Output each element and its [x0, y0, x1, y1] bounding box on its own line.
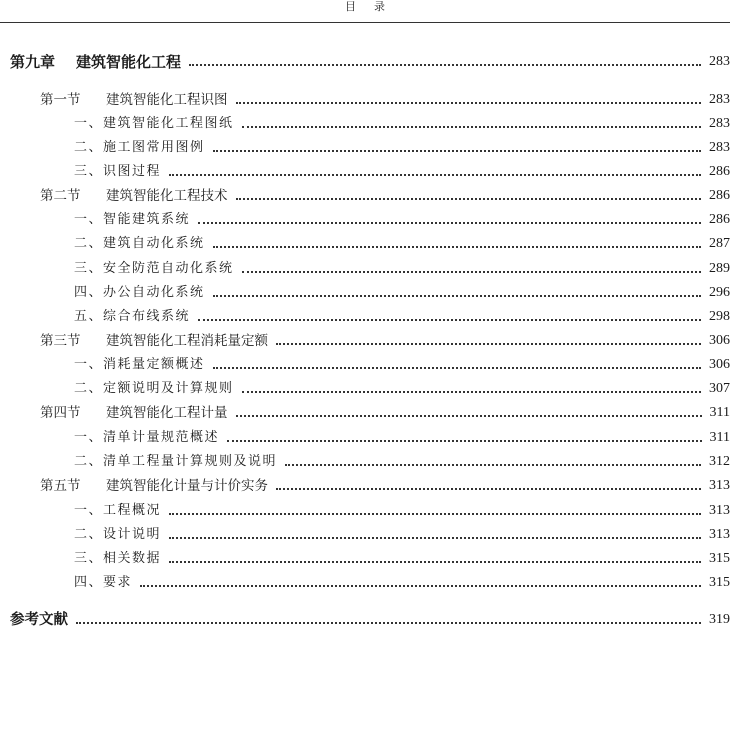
- item-title: 四、办公自动化系统: [74, 285, 205, 300]
- section-title: 建筑智能化工程技术: [106, 188, 228, 204]
- toc-item[interactable]: [74, 162, 730, 182]
- leader-dots: [76, 622, 701, 624]
- item-title: 二、定额说明及计算规则: [74, 381, 234, 396]
- header-title: 目录: [345, 0, 403, 13]
- leader-dots: [169, 513, 701, 515]
- toc-item[interactable]: [74, 234, 730, 254]
- section-number: 第五节: [40, 478, 81, 494]
- toc-chapter[interactable]: [10, 52, 730, 72]
- item-title: 三、相关数据: [74, 551, 162, 566]
- toc-item[interactable]: [74, 114, 730, 134]
- toc-section[interactable]: [40, 331, 730, 351]
- page-number: 306: [709, 357, 730, 372]
- leader-dots: [236, 415, 702, 417]
- item-title: 一、消耗量定额概述: [74, 357, 205, 372]
- item-title: 二、设计说明: [74, 527, 162, 542]
- page-number: 315: [709, 575, 730, 590]
- section-number: 第四节: [40, 405, 81, 421]
- toc-item[interactable]: [74, 259, 730, 279]
- page-number: 283: [709, 54, 730, 69]
- leader-dots: [213, 367, 701, 369]
- page-number: 283: [709, 92, 730, 107]
- leader-dots: [276, 343, 701, 345]
- page-number: 313: [709, 503, 730, 518]
- toc-item[interactable]: [74, 379, 730, 399]
- page-number: 287: [709, 236, 730, 251]
- toc-item[interactable]: [74, 452, 730, 472]
- leader-dots: [140, 585, 701, 587]
- leader-dots: [236, 102, 702, 104]
- page-number: 286: [709, 188, 730, 203]
- leader-dots: [276, 488, 701, 490]
- item-title: 一、工程概况: [74, 503, 162, 518]
- item-title: 二、施工图常用图例: [74, 140, 205, 155]
- toc-section[interactable]: [40, 476, 730, 496]
- leader-dots: [227, 440, 702, 442]
- page-number: 283: [709, 140, 730, 155]
- page-number: 296: [709, 285, 730, 300]
- leader-dots: [169, 561, 701, 563]
- leader-dots: [189, 64, 701, 66]
- references-title: 参考文献: [10, 612, 68, 628]
- item-title: 一、建筑智能化工程图纸: [74, 116, 234, 131]
- page-number: 286: [709, 164, 730, 179]
- item-title: 一、智能建筑系统: [74, 212, 191, 227]
- leader-dots: [169, 174, 701, 176]
- page-number: 319: [709, 612, 730, 627]
- toc-section[interactable]: [40, 403, 730, 423]
- leader-dots: [213, 246, 701, 248]
- leader-dots: [213, 295, 701, 297]
- item-title: 四、要求: [74, 575, 133, 590]
- toc-item[interactable]: [74, 428, 730, 448]
- page-number: 313: [709, 478, 730, 493]
- page-number: 289: [709, 261, 730, 276]
- page-number: 306: [709, 333, 730, 348]
- leader-dots: [236, 198, 702, 200]
- toc-section[interactable]: [40, 186, 730, 206]
- leader-dots: [198, 319, 701, 321]
- leader-dots: [242, 271, 701, 273]
- item-title: 三、安全防范自动化系统: [74, 261, 234, 276]
- page-number: 312: [709, 454, 730, 469]
- toc-references[interactable]: [10, 610, 730, 630]
- section-number: 第三节: [40, 333, 81, 349]
- page-number: 298: [709, 309, 730, 324]
- item-title: 五、综合布线系统: [74, 309, 191, 324]
- leader-dots: [169, 537, 701, 539]
- page-number: 307: [709, 381, 730, 396]
- page-number: 311: [709, 405, 730, 420]
- chapter-number: 第九章: [10, 53, 56, 71]
- chapter-title: 建筑智能化工程: [76, 53, 182, 71]
- section-title: 建筑智能化工程识图: [106, 92, 228, 108]
- page-number: 313: [709, 527, 730, 542]
- section-title: 建筑智能化工程消耗量定额: [106, 333, 268, 349]
- section-title: 建筑智能化工程计量: [106, 405, 228, 421]
- section-title: 建筑智能化计量与计价实务: [106, 478, 268, 494]
- toc-item[interactable]: [74, 138, 730, 158]
- toc-item[interactable]: [74, 210, 730, 230]
- toc-item[interactable]: [74, 355, 730, 375]
- page-number: 283: [709, 116, 730, 131]
- leader-dots: [198, 222, 701, 224]
- leader-dots: [285, 464, 701, 466]
- page-number: 286: [709, 212, 730, 227]
- item-title: 一、清单计量规范概述: [74, 430, 220, 445]
- item-title: 三、识图过程: [74, 164, 162, 179]
- leader-dots: [213, 150, 701, 152]
- item-title: 二、清单工程量计算规则及说明: [74, 454, 278, 469]
- toc-item[interactable]: [74, 307, 730, 327]
- section-number: 第一节: [40, 92, 81, 108]
- toc-section[interactable]: [40, 90, 730, 110]
- page-number: 315: [709, 551, 730, 566]
- leader-dots: [242, 126, 701, 128]
- page-number: 311: [709, 430, 730, 445]
- toc-item[interactable]: [74, 549, 730, 569]
- item-title: 二、建筑自动化系统: [74, 236, 205, 251]
- toc-item[interactable]: [74, 283, 730, 303]
- toc-item[interactable]: [74, 573, 730, 593]
- toc-item[interactable]: [74, 501, 730, 521]
- leader-dots: [242, 391, 701, 393]
- section-number: 第二节: [40, 188, 81, 204]
- toc-item[interactable]: [74, 525, 730, 545]
